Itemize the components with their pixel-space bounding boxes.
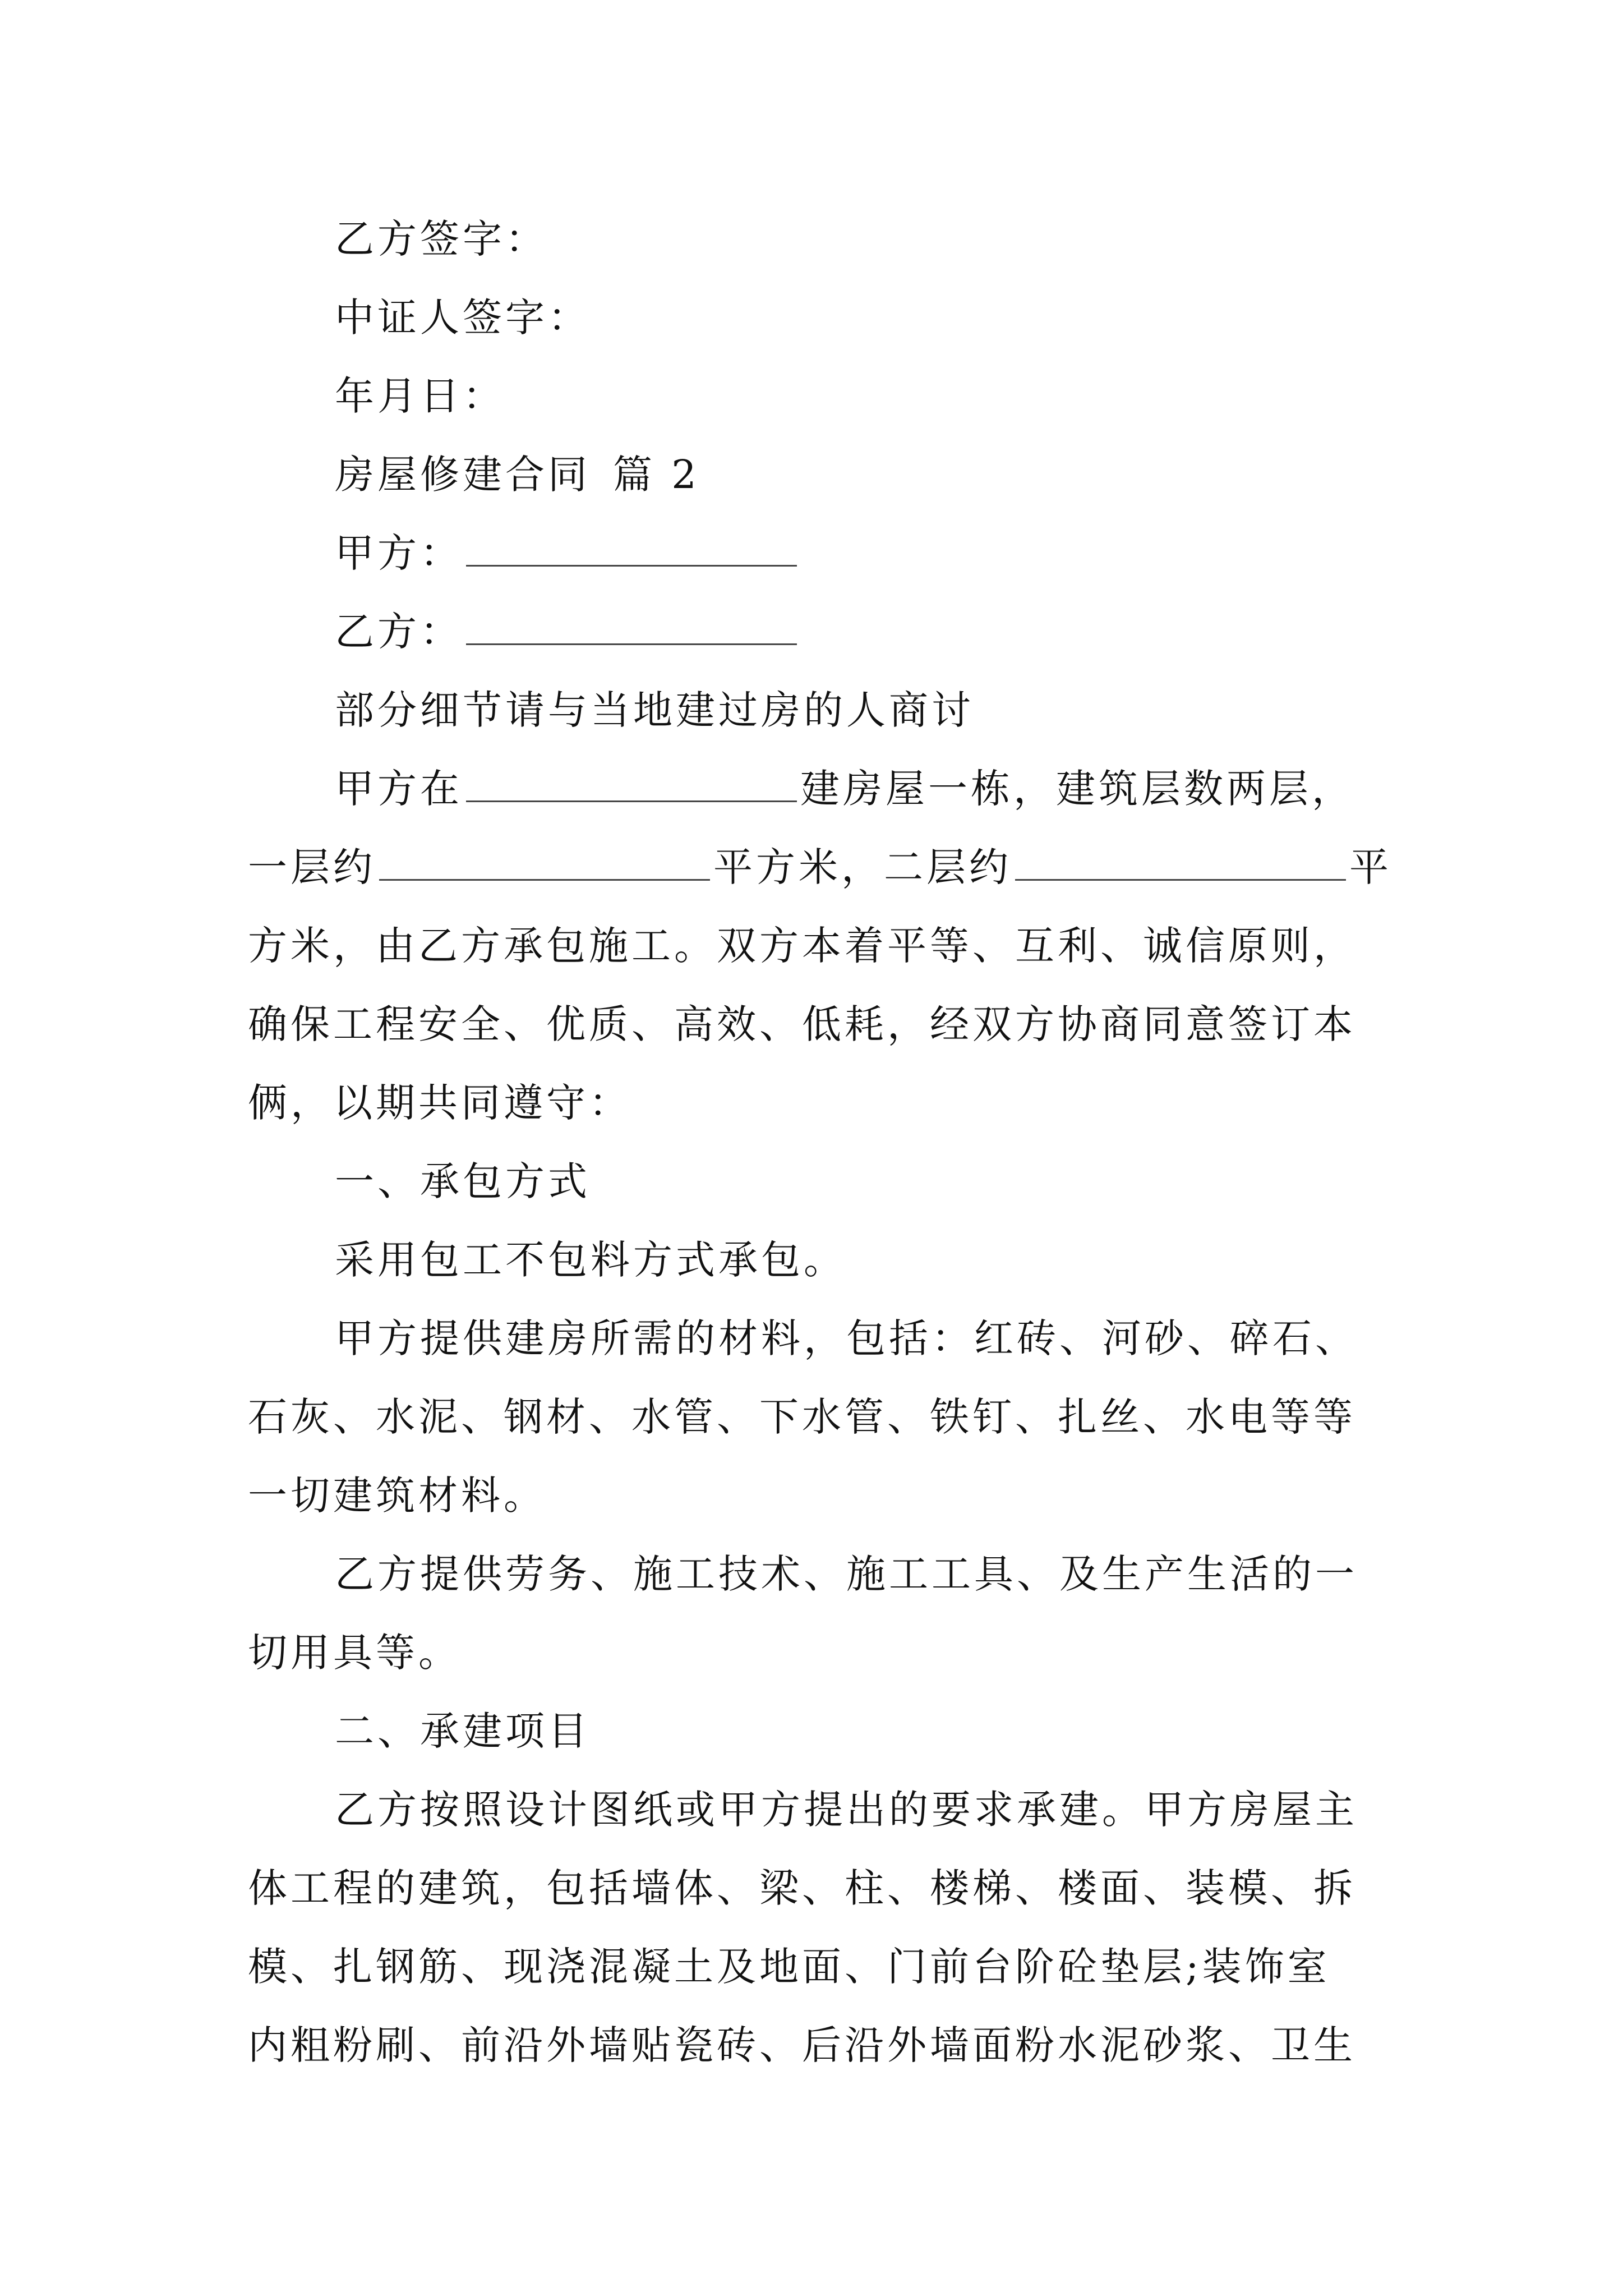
p1-text-d: 平方米，二层约: [713, 844, 1012, 890]
location-blank: [466, 766, 797, 802]
paragraph-3-line-2: 石灰、水泥、钢材、水管、下水管、铁钉、扎丝、水电等等: [248, 1394, 1356, 1440]
party-a-blank: [466, 530, 797, 567]
floor-2-area-blank: [1015, 844, 1346, 881]
paragraph-1-line-1: [248, 749, 1386, 828]
paragraph-5-line-2: 体工程的建筑，包括墙体、梁、柱、楼梯、楼面、装模、拆: [248, 1865, 1356, 1911]
contract-title-main: 房屋修建合同: [335, 452, 591, 498]
signature-b-line: 乙方签字：: [335, 216, 548, 262]
paragraph-1-line-3: 方米，由乙方承包施工。双方本着平等、互利、诚信原则，: [248, 923, 1356, 969]
paragraph-1-line-2: [248, 828, 1392, 907]
p1-text-a: 甲方在: [335, 766, 463, 812]
p1-text-e: 平: [1349, 844, 1392, 890]
party-b-line: [248, 592, 1386, 671]
paragraph-5-line-4: 内粗粉刷、前沿外墙贴瓷砖、后沿外墙面粉水泥砂浆、卫生: [248, 2022, 1356, 2068]
section-heading-1: 一、承包方式: [335, 1158, 591, 1204]
document-body: [248, 200, 1392, 2085]
paragraph-3-line-3: 一切建筑材料。: [248, 1473, 546, 1519]
p1-text-b: 建房屋一栋，建筑层数两层，: [800, 766, 1354, 812]
p1-text-c: 一层约: [248, 844, 376, 890]
paragraph-4-line-2: 切用具等。: [248, 1630, 461, 1676]
consult-note: 部分细节请与当地建过房的人商讨: [335, 687, 974, 733]
paragraph-4-line-1: 乙方提供劳务、施工技术、施工工具、及生产生活的一: [335, 1551, 1358, 1597]
paragraph-1-line-4: 确保工程安全、优质、高效、低耗，经双方协商同意签订本: [248, 1001, 1356, 1047]
section-heading-2: 二、承建项目: [335, 1708, 591, 1754]
party-a-label: 甲方：: [335, 530, 463, 576]
contract-title-section: 篇 2: [613, 452, 700, 498]
date-line: 年月日：: [335, 373, 505, 419]
floor-1-area-blank: [379, 844, 710, 881]
party-a-line: [248, 514, 1386, 592]
paragraph-2: 采用包工不包料方式承包。: [335, 1237, 846, 1283]
contract-title: [248, 435, 1386, 514]
witness-signature-line: 中证人签字：: [335, 295, 591, 341]
party-b-blank: [466, 609, 797, 645]
paragraph-5-line-3: 模、扎钢筋、现浇混凝土及地面、门前台阶砼垫层;装饰室: [248, 1944, 1330, 1990]
paragraph-1-line-5: 俩，以期共同遵守：: [248, 1080, 631, 1126]
paragraph-5-line-1: 乙方按照设计图纸或甲方提出的要求承建。甲方房屋主: [335, 1787, 1358, 1833]
paragraph-3-line-1: 甲方提供建房所需的材料，包括：红砖、河砂、碎石、: [335, 1315, 1358, 1361]
party-b-label: 乙方：: [335, 609, 463, 655]
